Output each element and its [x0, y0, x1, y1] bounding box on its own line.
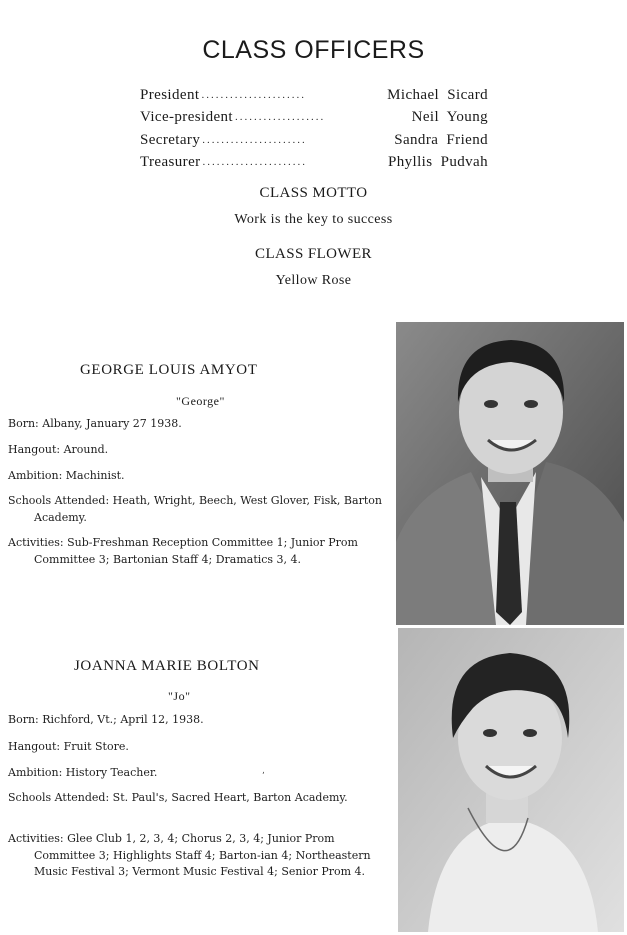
- motto-text: Work is the key to success: [234, 212, 393, 227]
- student-born: Born: Albany, January 27 1938.: [8, 417, 182, 430]
- officer-row-president: [140, 81, 488, 104]
- flower-heading: CLASS FLOWER: [255, 246, 372, 262]
- officer-name: Sandra Friend: [394, 131, 488, 148]
- leader-dots: ......................: [202, 133, 307, 146]
- flower-text: Yellow Rose: [275, 273, 352, 288]
- student-ambition: Ambition: History Teacher.: [8, 766, 158, 779]
- motto-heading: CLASS MOTTO: [259, 185, 368, 201]
- student-hangout: Hangout: Around.: [8, 443, 109, 456]
- officer-name: Neil Young: [411, 109, 488, 125]
- student-name: JOANNA MARIE BOLTON: [74, 658, 260, 674]
- officer-name: Phyllis Pudvah: [387, 154, 488, 170]
- student-schools: Schools Attended: St. Paul's, Sacred Heart, Barton Academy.: [8, 791, 348, 804]
- student-born: Born: Richford, Vt.; April 12, 1938.: [8, 713, 204, 726]
- student-name: GEORGE LOUIS AMYOT: [80, 362, 258, 378]
- officer-row-treasurer: [140, 149, 488, 172]
- student-hangout: Hangout: Fruit Store.: [8, 740, 129, 753]
- officer-name: Michael Sicard: [387, 86, 488, 103]
- student-ambition: Ambition: Machinist.: [8, 469, 125, 482]
- student-photo-joanna: [398, 628, 624, 932]
- student-nickname: "George": [176, 394, 225, 408]
- student-activities: Activities: Sub-Freshman Reception Committee 1; Junior Prom Committee 3; Bartonian Staff 4; Dramatics 3, 4.: [8, 536, 358, 566]
- officer-role: Secretary: [140, 131, 201, 148]
- page-title: CLASS OFFICERS: [202, 36, 425, 64]
- officer-role: Treasurer: [140, 154, 201, 170]
- leader-dots: ......................: [201, 88, 306, 101]
- officers-list: [140, 81, 488, 171]
- student-nickname: "Jo": [168, 689, 191, 703]
- officer-role: President: [140, 86, 200, 103]
- officer-role: Vice-president: [140, 109, 233, 125]
- leader-dots: ......................: [202, 156, 308, 168]
- officer-row-vice-president: [140, 104, 488, 127]
- stray-mark: ,: [262, 766, 265, 776]
- student-schools: Schools Attended: Heath, Wright, Beech, West Glover, Fisk, Barton Academy.: [8, 494, 382, 524]
- student-photo-george: [396, 322, 624, 625]
- leader-dots: ...................: [235, 111, 326, 123]
- student-activities: Activities: Glee Club 1, 2, 3, 4; Chorus 2, 3, 4; Junior Prom Committee 3; Highlights Staff 4; Barton-ian 4; Northeastern Music Festival 3; Vermont Music Festival 4; Senior Prom 4.: [8, 832, 371, 878]
- officer-row-secretary: [140, 126, 488, 149]
